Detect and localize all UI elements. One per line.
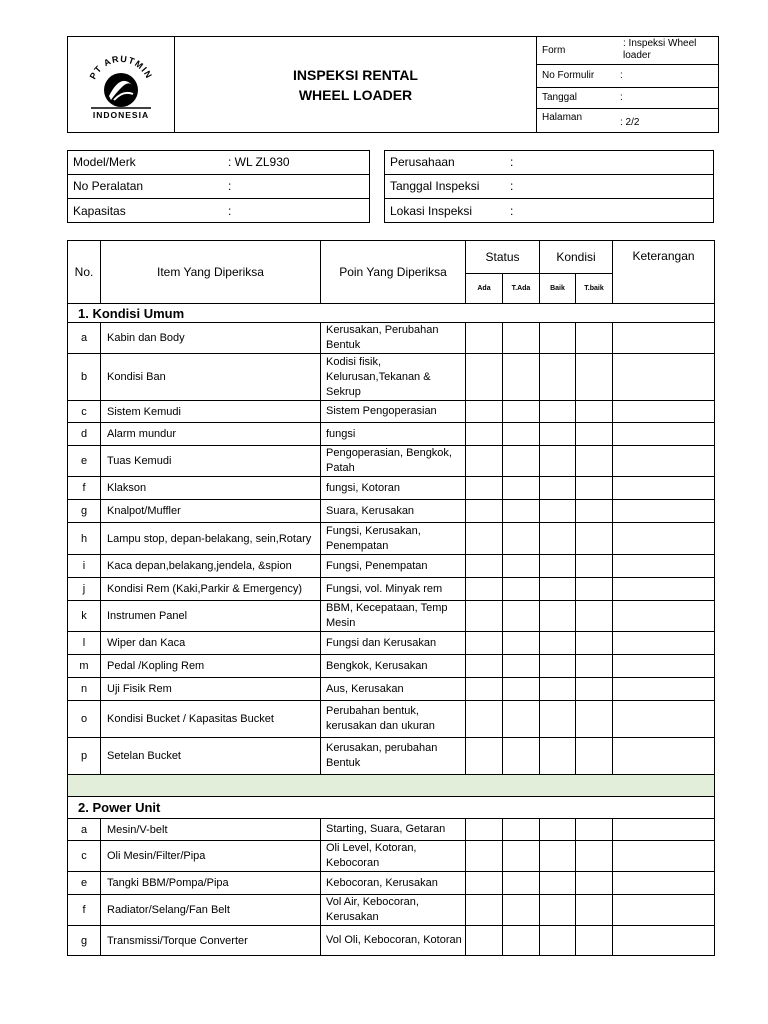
row-item: Kondisi Rem (Kaki,Parkir & Emergency) (101, 578, 321, 601)
check-t-baik[interactable] (576, 926, 613, 956)
header-item: Item Yang Diperiksa (101, 241, 321, 304)
row-poin: Vol Air, Kebocoran, Kerusakan (321, 895, 466, 926)
check-t-baik[interactable] (576, 701, 613, 738)
form-title (175, 37, 537, 132)
check-t-ada[interactable] (503, 354, 540, 401)
row-item: Wiper dan Kaca (101, 632, 321, 655)
keterangan-field[interactable] (613, 678, 715, 701)
check-ada[interactable] (466, 601, 503, 632)
check-baik[interactable] (540, 655, 576, 678)
table-row (68, 401, 715, 423)
row-poin: Kodisi fisik, Kelurusan,Tekanan & Sekrup (321, 354, 466, 401)
row-no: e (68, 872, 101, 895)
row-poin: Pengoperasian, Bengkok, Patah (321, 446, 466, 477)
row-no: d (68, 423, 101, 446)
check-baik[interactable] (540, 926, 576, 956)
info-field-kapasitas[interactable]: : (223, 199, 369, 222)
check-baik[interactable] (540, 323, 576, 354)
info-label-kapasitas: Kapasitas (68, 199, 223, 222)
info-field-tanggal-inspeksi[interactable]: : (505, 174, 713, 198)
row-item: Oli Mesin/Filter/Pipa (101, 841, 321, 872)
check-ada[interactable] (466, 738, 503, 775)
check-t-baik[interactable] (576, 872, 613, 895)
row-poin: Suara, Kerusakan (321, 500, 466, 523)
check-t-baik[interactable] (576, 354, 613, 401)
row-item: Sistem Kemudi (101, 401, 321, 423)
check-t-ada[interactable] (503, 401, 540, 423)
row-poin: Kerusakan, perubahan Bentuk (321, 738, 466, 775)
check-t-baik[interactable] (576, 601, 613, 632)
row-no: n (68, 678, 101, 701)
table-row (68, 655, 715, 678)
check-t-ada[interactable] (503, 655, 540, 678)
row-no: c (68, 401, 101, 423)
section-power-unit (68, 775, 715, 956)
row-no: l (68, 632, 101, 655)
table-row (68, 578, 715, 601)
logo-bottom-text: INDONESIA (92, 109, 150, 120)
check-baik[interactable] (540, 872, 576, 895)
row-poin: BBM, Kecepataan, Temp Mesin (321, 601, 466, 632)
logo-arc-text: PT ARUTMIN (87, 53, 155, 81)
header-no: No. (68, 241, 101, 304)
row-poin: Fungsi, vol. Minyak rem (321, 578, 466, 601)
keterangan-field[interactable] (613, 819, 715, 841)
check-baik[interactable] (540, 446, 576, 477)
keterangan-field[interactable] (613, 701, 715, 738)
check-baik[interactable] (540, 632, 576, 655)
meta-label-no-formulir: No Formulir (537, 64, 616, 87)
check-t-baik[interactable] (576, 500, 613, 523)
keterangan-field[interactable] (613, 578, 715, 601)
check-baik[interactable] (540, 477, 576, 500)
check-ada[interactable] (466, 354, 503, 401)
table-row (68, 872, 715, 895)
company-logo (68, 37, 175, 132)
title-line-1: INSPEKSI RENTAL (293, 66, 418, 83)
check-ada[interactable] (466, 655, 503, 678)
header-t-ada: T.Ada (503, 274, 540, 304)
check-t-ada[interactable] (503, 701, 540, 738)
info-field-model[interactable]: : WL ZL930 (223, 151, 369, 174)
check-t-ada[interactable] (503, 872, 540, 895)
check-t-baik[interactable] (576, 632, 613, 655)
row-no: a (68, 819, 101, 841)
check-baik[interactable] (540, 523, 576, 555)
check-t-ada[interactable] (503, 500, 540, 523)
keterangan-field[interactable] (613, 895, 715, 926)
keterangan-field[interactable] (613, 477, 715, 500)
check-ada[interactable] (466, 401, 503, 423)
check-baik[interactable] (540, 819, 576, 841)
check-baik[interactable] (540, 578, 576, 601)
check-t-ada[interactable] (503, 738, 540, 775)
check-baik[interactable] (540, 738, 576, 775)
row-no: f (68, 477, 101, 500)
keterangan-field[interactable] (613, 632, 715, 655)
row-no: p (68, 738, 101, 775)
check-baik[interactable] (540, 423, 576, 446)
info-label-lokasi-inspeksi: Lokasi Inspeksi (385, 199, 505, 222)
row-poin: Aus, Kerusakan (321, 678, 466, 701)
keterangan-field[interactable] (613, 738, 715, 775)
keterangan-field[interactable] (613, 926, 715, 956)
meta-value-halaman: : 2/2 (615, 108, 718, 132)
row-poin: Fungsi, Penempatan (321, 555, 466, 578)
table-row (68, 523, 715, 555)
row-item: Setelan Bucket (101, 738, 321, 775)
keterangan-field[interactable] (613, 423, 715, 446)
check-ada[interactable] (466, 323, 503, 354)
header-ada: Ada (466, 274, 503, 304)
check-t-ada[interactable] (503, 601, 540, 632)
row-item: Kondisi Bucket / Kapasitas Bucket (101, 701, 321, 738)
check-t-baik[interactable] (576, 578, 613, 601)
row-no: k (68, 601, 101, 632)
check-t-baik[interactable] (576, 477, 613, 500)
check-t-ada[interactable] (503, 895, 540, 926)
check-t-ada[interactable] (503, 446, 540, 477)
info-label-perusahaan: Perusahaan (385, 151, 505, 174)
header-kondisi: Kondisi (540, 241, 613, 274)
check-ada[interactable] (466, 523, 503, 555)
check-baik[interactable] (540, 601, 576, 632)
header-keterangan: Keterangan (613, 241, 715, 304)
check-t-baik[interactable] (576, 323, 613, 354)
check-t-baik[interactable] (576, 655, 613, 678)
check-ada[interactable] (466, 872, 503, 895)
table-row (68, 895, 715, 926)
meta-label-form: Form (537, 37, 616, 64)
row-item: Klakson (101, 477, 321, 500)
check-ada[interactable] (466, 632, 503, 655)
check-baik[interactable] (540, 500, 576, 523)
table-row (68, 500, 715, 523)
check-ada[interactable] (466, 926, 503, 956)
info-field-lokasi-inspeksi[interactable]: : (505, 199, 713, 222)
meta-value-form: : Inspeksi Wheel loader (615, 37, 718, 64)
keterangan-field[interactable] (613, 354, 715, 401)
row-item: Uji Fisik Rem (101, 678, 321, 701)
table-row (68, 601, 715, 632)
row-no: h (68, 523, 101, 555)
check-t-ada[interactable] (503, 423, 540, 446)
check-t-ada[interactable] (503, 555, 540, 578)
meta-label-tanggal: Tanggal (537, 87, 616, 108)
info-field-perusahaan[interactable]: : (505, 151, 713, 174)
keterangan-field[interactable] (613, 323, 715, 354)
row-item: Lampu stop, depan-belakang, sein,Rotary (101, 523, 321, 555)
row-poin: Perubahan bentuk, kerusakan dan ukuran (321, 701, 466, 738)
table-row (68, 632, 715, 655)
section-kondisi-umum (68, 304, 715, 775)
equipment-info-box (67, 150, 370, 223)
info-field-no-peralatan[interactable]: : (223, 174, 369, 198)
row-no: e (68, 446, 101, 477)
table-row (68, 841, 715, 872)
header-poin: Poin Yang Diperiksa (321, 241, 466, 304)
meta-value-no-formulir: : (615, 64, 718, 87)
check-ada[interactable] (466, 819, 503, 841)
check-t-baik[interactable] (576, 523, 613, 555)
row-no: m (68, 655, 101, 678)
table-row (68, 555, 715, 578)
row-poin: Oli Level, Kotoran, Kebocoran (321, 841, 466, 872)
row-no: o (68, 701, 101, 738)
table-row (68, 678, 715, 701)
row-no: i (68, 555, 101, 578)
table-row (68, 323, 715, 354)
row-poin: Vol Oli, Kebocoran, Kotoran (321, 926, 466, 956)
check-ada[interactable] (466, 678, 503, 701)
row-item: Instrumen Panel (101, 601, 321, 632)
check-t-ada[interactable] (503, 523, 540, 555)
check-t-ada[interactable] (503, 323, 540, 354)
title-line-2: WHEEL LOADER (298, 86, 413, 103)
check-ada[interactable] (466, 841, 503, 872)
header-baik: Baik (540, 274, 576, 304)
row-item: Tangki BBM/Pompa/Pipa (101, 872, 321, 895)
check-t-baik[interactable] (576, 423, 613, 446)
table-row (68, 926, 715, 956)
section-title: 1. Kondisi Umum (68, 304, 715, 323)
info-label-tanggal-inspeksi: Tanggal Inspeksi (385, 174, 505, 198)
row-poin: Starting, Suara, Getaran (321, 819, 466, 841)
check-baik[interactable] (540, 401, 576, 423)
table-row (68, 354, 715, 401)
table-row (68, 819, 715, 841)
info-label-model: Model/Merk (68, 151, 223, 174)
row-no: a (68, 323, 101, 354)
check-ada[interactable] (466, 500, 503, 523)
table-row (68, 477, 715, 500)
row-poin: fungsi (321, 423, 466, 446)
header-t-baik: T.baik (576, 274, 613, 304)
row-item: Alarm mundur (101, 423, 321, 446)
row-item: Transmissi/Torque Converter (101, 926, 321, 956)
row-item: Mesin/V-belt (101, 819, 321, 841)
keterangan-field[interactable] (613, 500, 715, 523)
check-t-baik[interactable] (576, 555, 613, 578)
row-poin: Fungsi dan Kerusakan (321, 632, 466, 655)
check-t-ada[interactable] (503, 578, 540, 601)
row-item: Tuas Kemudi (101, 446, 321, 477)
arutmin-logo-icon (81, 50, 161, 120)
row-no: g (68, 500, 101, 523)
check-t-baik[interactable] (576, 841, 613, 872)
check-t-ada[interactable] (503, 678, 540, 701)
check-baik[interactable] (540, 841, 576, 872)
check-ada[interactable] (466, 895, 503, 926)
keterangan-field[interactable] (613, 446, 715, 477)
info-label-no-peralatan: No Peralatan (68, 174, 223, 198)
check-t-ada[interactable] (503, 926, 540, 956)
row-item: Kabin dan Body (101, 323, 321, 354)
section-title: 2. Power Unit (68, 797, 715, 819)
keterangan-field[interactable] (613, 841, 715, 872)
row-item: Knalpot/Muffler (101, 500, 321, 523)
keterangan-field[interactable] (613, 601, 715, 632)
check-t-ada[interactable] (503, 819, 540, 841)
row-item: Pedal /Kopling Rem (101, 655, 321, 678)
check-t-baik[interactable] (576, 401, 613, 423)
table-row (68, 423, 715, 446)
keterangan-field[interactable] (613, 555, 715, 578)
inspection-table (67, 240, 715, 956)
row-poin: Fungsi, Kerusakan, Penempatan (321, 523, 466, 555)
row-poin: Kebocoran, Kerusakan (321, 872, 466, 895)
check-ada[interactable] (466, 423, 503, 446)
check-ada[interactable] (466, 578, 503, 601)
check-t-baik[interactable] (576, 819, 613, 841)
check-t-ada[interactable] (503, 632, 540, 655)
check-baik[interactable] (540, 354, 576, 401)
header-status: Status (466, 241, 540, 274)
meta-value-tanggal: : (615, 87, 718, 108)
check-t-ada[interactable] (503, 477, 540, 500)
check-ada[interactable] (466, 555, 503, 578)
section-divider (68, 775, 715, 797)
row-poin: Kerusakan, Perubahan Bentuk (321, 323, 466, 354)
check-baik[interactable] (540, 678, 576, 701)
row-no: c (68, 841, 101, 872)
check-ada[interactable] (466, 701, 503, 738)
keterangan-field[interactable] (613, 872, 715, 895)
check-t-ada[interactable] (503, 841, 540, 872)
meta-label-halaman: Halaman (537, 108, 616, 132)
row-no: f (68, 895, 101, 926)
keterangan-field[interactable] (613, 523, 715, 555)
table-row (68, 738, 715, 775)
row-no: b (68, 354, 101, 401)
inspection-info-box (384, 150, 714, 223)
row-item: Radiator/Selang/Fan Belt (101, 895, 321, 926)
form-header (67, 36, 719, 133)
table-row (68, 446, 715, 477)
row-poin: Bengkok, Kerusakan (321, 655, 466, 678)
check-t-baik[interactable] (576, 446, 613, 477)
row-no: j (68, 578, 101, 601)
check-t-baik[interactable] (576, 678, 613, 701)
check-t-baik[interactable] (576, 895, 613, 926)
row-item: Kaca depan,belakang,jendela, &spion (101, 555, 321, 578)
check-t-baik[interactable] (576, 738, 613, 775)
keterangan-field[interactable] (613, 401, 715, 423)
row-poin: fungsi, Kotoran (321, 477, 466, 500)
check-baik[interactable] (540, 701, 576, 738)
row-item: Kondisi Ban (101, 354, 321, 401)
check-baik[interactable] (540, 895, 576, 926)
row-no: g (68, 926, 101, 956)
check-ada[interactable] (466, 446, 503, 477)
check-baik[interactable] (540, 555, 576, 578)
keterangan-field[interactable] (613, 655, 715, 678)
check-ada[interactable] (466, 477, 503, 500)
table-row (68, 701, 715, 738)
row-poin: Sistem Pengoperasian (321, 401, 466, 423)
